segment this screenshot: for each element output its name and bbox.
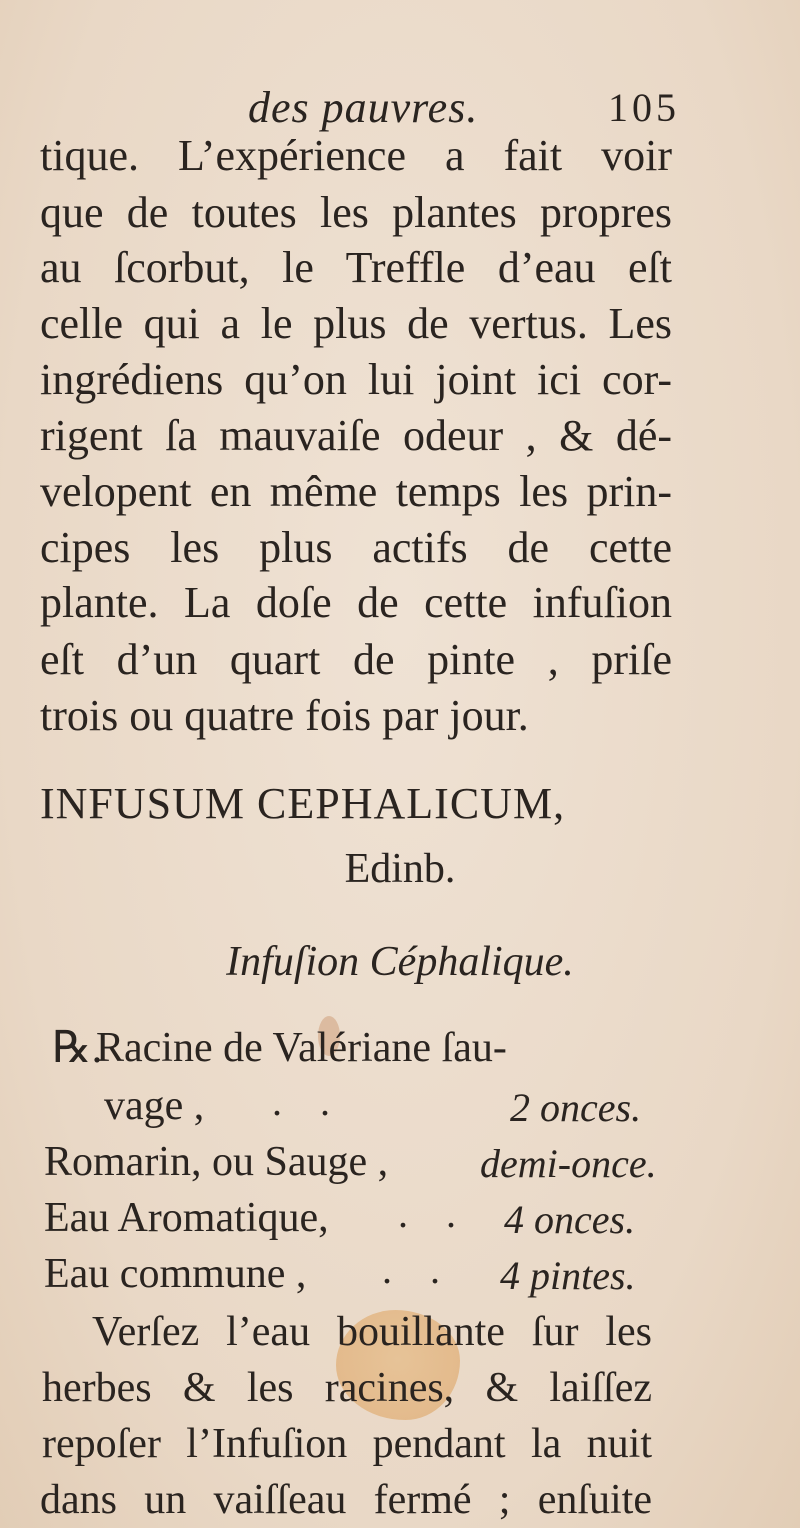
text-line: rigent ſa mauvaiſe odeur , & dé-	[40, 411, 672, 460]
instruction-line: Verſez l’eau bouillante ſur les	[92, 1309, 652, 1355]
running-title: des pauvres.	[248, 83, 479, 132]
recipe-location: Edinb.	[344, 846, 456, 892]
text-line: cipes les plus actifs de cette	[40, 523, 672, 572]
ingredient-name: Eau commune ,	[44, 1251, 307, 1297]
ingredient-qty: demi-once.	[480, 1141, 657, 1186]
ingredient-qty: 4 pintes.	[500, 1253, 636, 1298]
ingredient-name: Racine de Valériane ſau-	[96, 1025, 507, 1071]
leader-dots: ..	[272, 1079, 368, 1124]
ingredient-name: Eau Aromatique,	[44, 1195, 329, 1241]
text-line: plante. La doſe de cette infuſion	[40, 578, 672, 627]
ingredient-qty: 2 onces.	[510, 1085, 642, 1130]
ingredient-name: Romarin, ou Sauge ,	[44, 1139, 389, 1185]
text-line: au ſcorbut, le Treffle d’eau eſt	[40, 243, 672, 292]
ingredient-name: vage ,	[104, 1083, 205, 1129]
rx-symbol: ℞.	[52, 1023, 103, 1072]
running-head	[160, 82, 680, 132]
leader-dots: ..	[382, 1247, 478, 1292]
page-number: 105	[608, 85, 680, 130]
text-line: que de toutes les plantes propres	[40, 188, 672, 237]
instruction-line: repoſer l’Infuſion pendant la nuit	[42, 1421, 652, 1467]
text-line: velopent en même temps les prin-	[40, 467, 672, 516]
text-line: eſt d’un quart de pinte , priſe	[40, 635, 672, 684]
ingredient-qty: 4 onces.	[504, 1197, 636, 1242]
text-line: tique. L’expérience a fait voir	[40, 131, 672, 180]
text-line: ingrédiens qu’on lui joint ici cor-	[40, 355, 672, 404]
instruction-line: dans un vaiſſeau fermé ; enſuite	[40, 1477, 652, 1523]
recipe-subtitle: Infuſion Céphalique.	[226, 939, 574, 985]
instruction-line: herbes & les racines, & laiſſez	[42, 1365, 652, 1411]
text-line: celle qui a le plus de vertus. Les	[40, 299, 672, 348]
text-line: trois ou quatre fois par jour.	[40, 691, 529, 740]
recipe-heading: INFUSUM CEPHALICUM,	[40, 779, 566, 828]
leader-dots: ..	[398, 1191, 494, 1236]
